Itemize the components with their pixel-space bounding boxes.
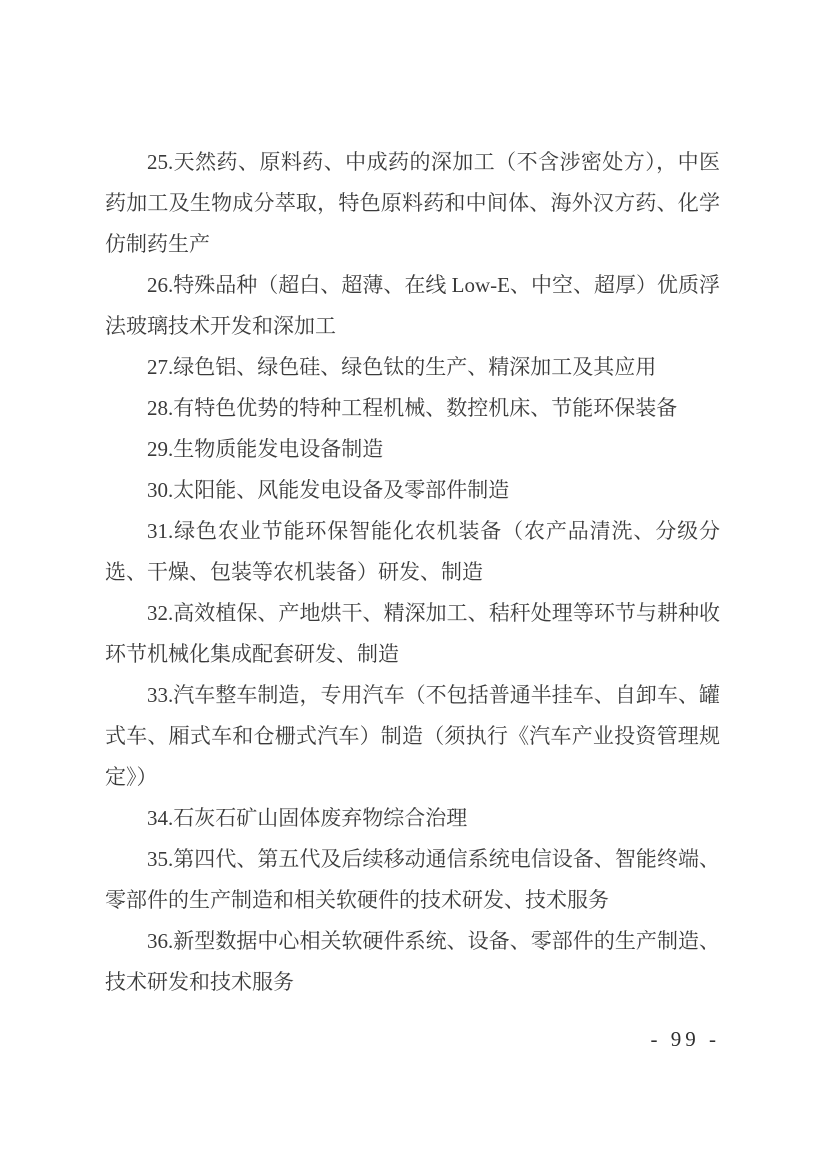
- list-item-33: 33.汽车整车制造，专用汽车（不包括普通半挂车、自卸车、罐式车、厢式车和仓栅式汽车）制造（须执行《汽车产业投资管理规定》）: [105, 683, 720, 789]
- list-item-35: 35.第四代、第五代及后续移动通信系统电信设备、智能终端、零部件的生产制造和相关软硬件的技术研发、技术服务: [105, 847, 720, 912]
- list-item-30: 30.太阳能、风能发电设备及零部件制造: [147, 478, 510, 502]
- list-item-29: 29.生物质能发电设备制造: [147, 437, 384, 461]
- list-item-34: 34.石灰石矿山固体废弃物综合治理: [147, 806, 468, 830]
- list-item-27: 27.绿色铝、绿色硅、绿色钛的生产、精深加工及其应用: [147, 355, 657, 379]
- list-item-32: 32.高效植保、产地烘干、精深加工、秸秆处理等环节与耕种收环节机械化集成配套研发、制造: [105, 601, 720, 666]
- list-item-36: 36.新型数据中心相关软硬件系统、设备、零部件的生产制造、技术研发和技术服务: [105, 929, 720, 994]
- page-footer: [105, 1025, 720, 1053]
- page-number: - 99 -: [650, 1027, 720, 1051]
- list-item-31: 31.绿色农业节能环保智能化农机装备（农产品清洗、分级分选、干燥、包装等农机装备）研发、制造: [105, 519, 720, 584]
- list-item-25: 25.天然药、原料药、中成药的深加工（不含涉密处方），中医药加工及生物成分萃取，特色原料药和中间体、海外汉方药、化学仿制药生产: [105, 150, 720, 256]
- list-item-26: 26.特殊品种（超白、超薄、在线 Low-E、中空、超厚）优质浮法玻璃技术开发和深加工: [105, 273, 720, 338]
- list-item-28: 28.有特色优势的特种工程机械、数控机床、节能环保装备: [147, 396, 678, 420]
